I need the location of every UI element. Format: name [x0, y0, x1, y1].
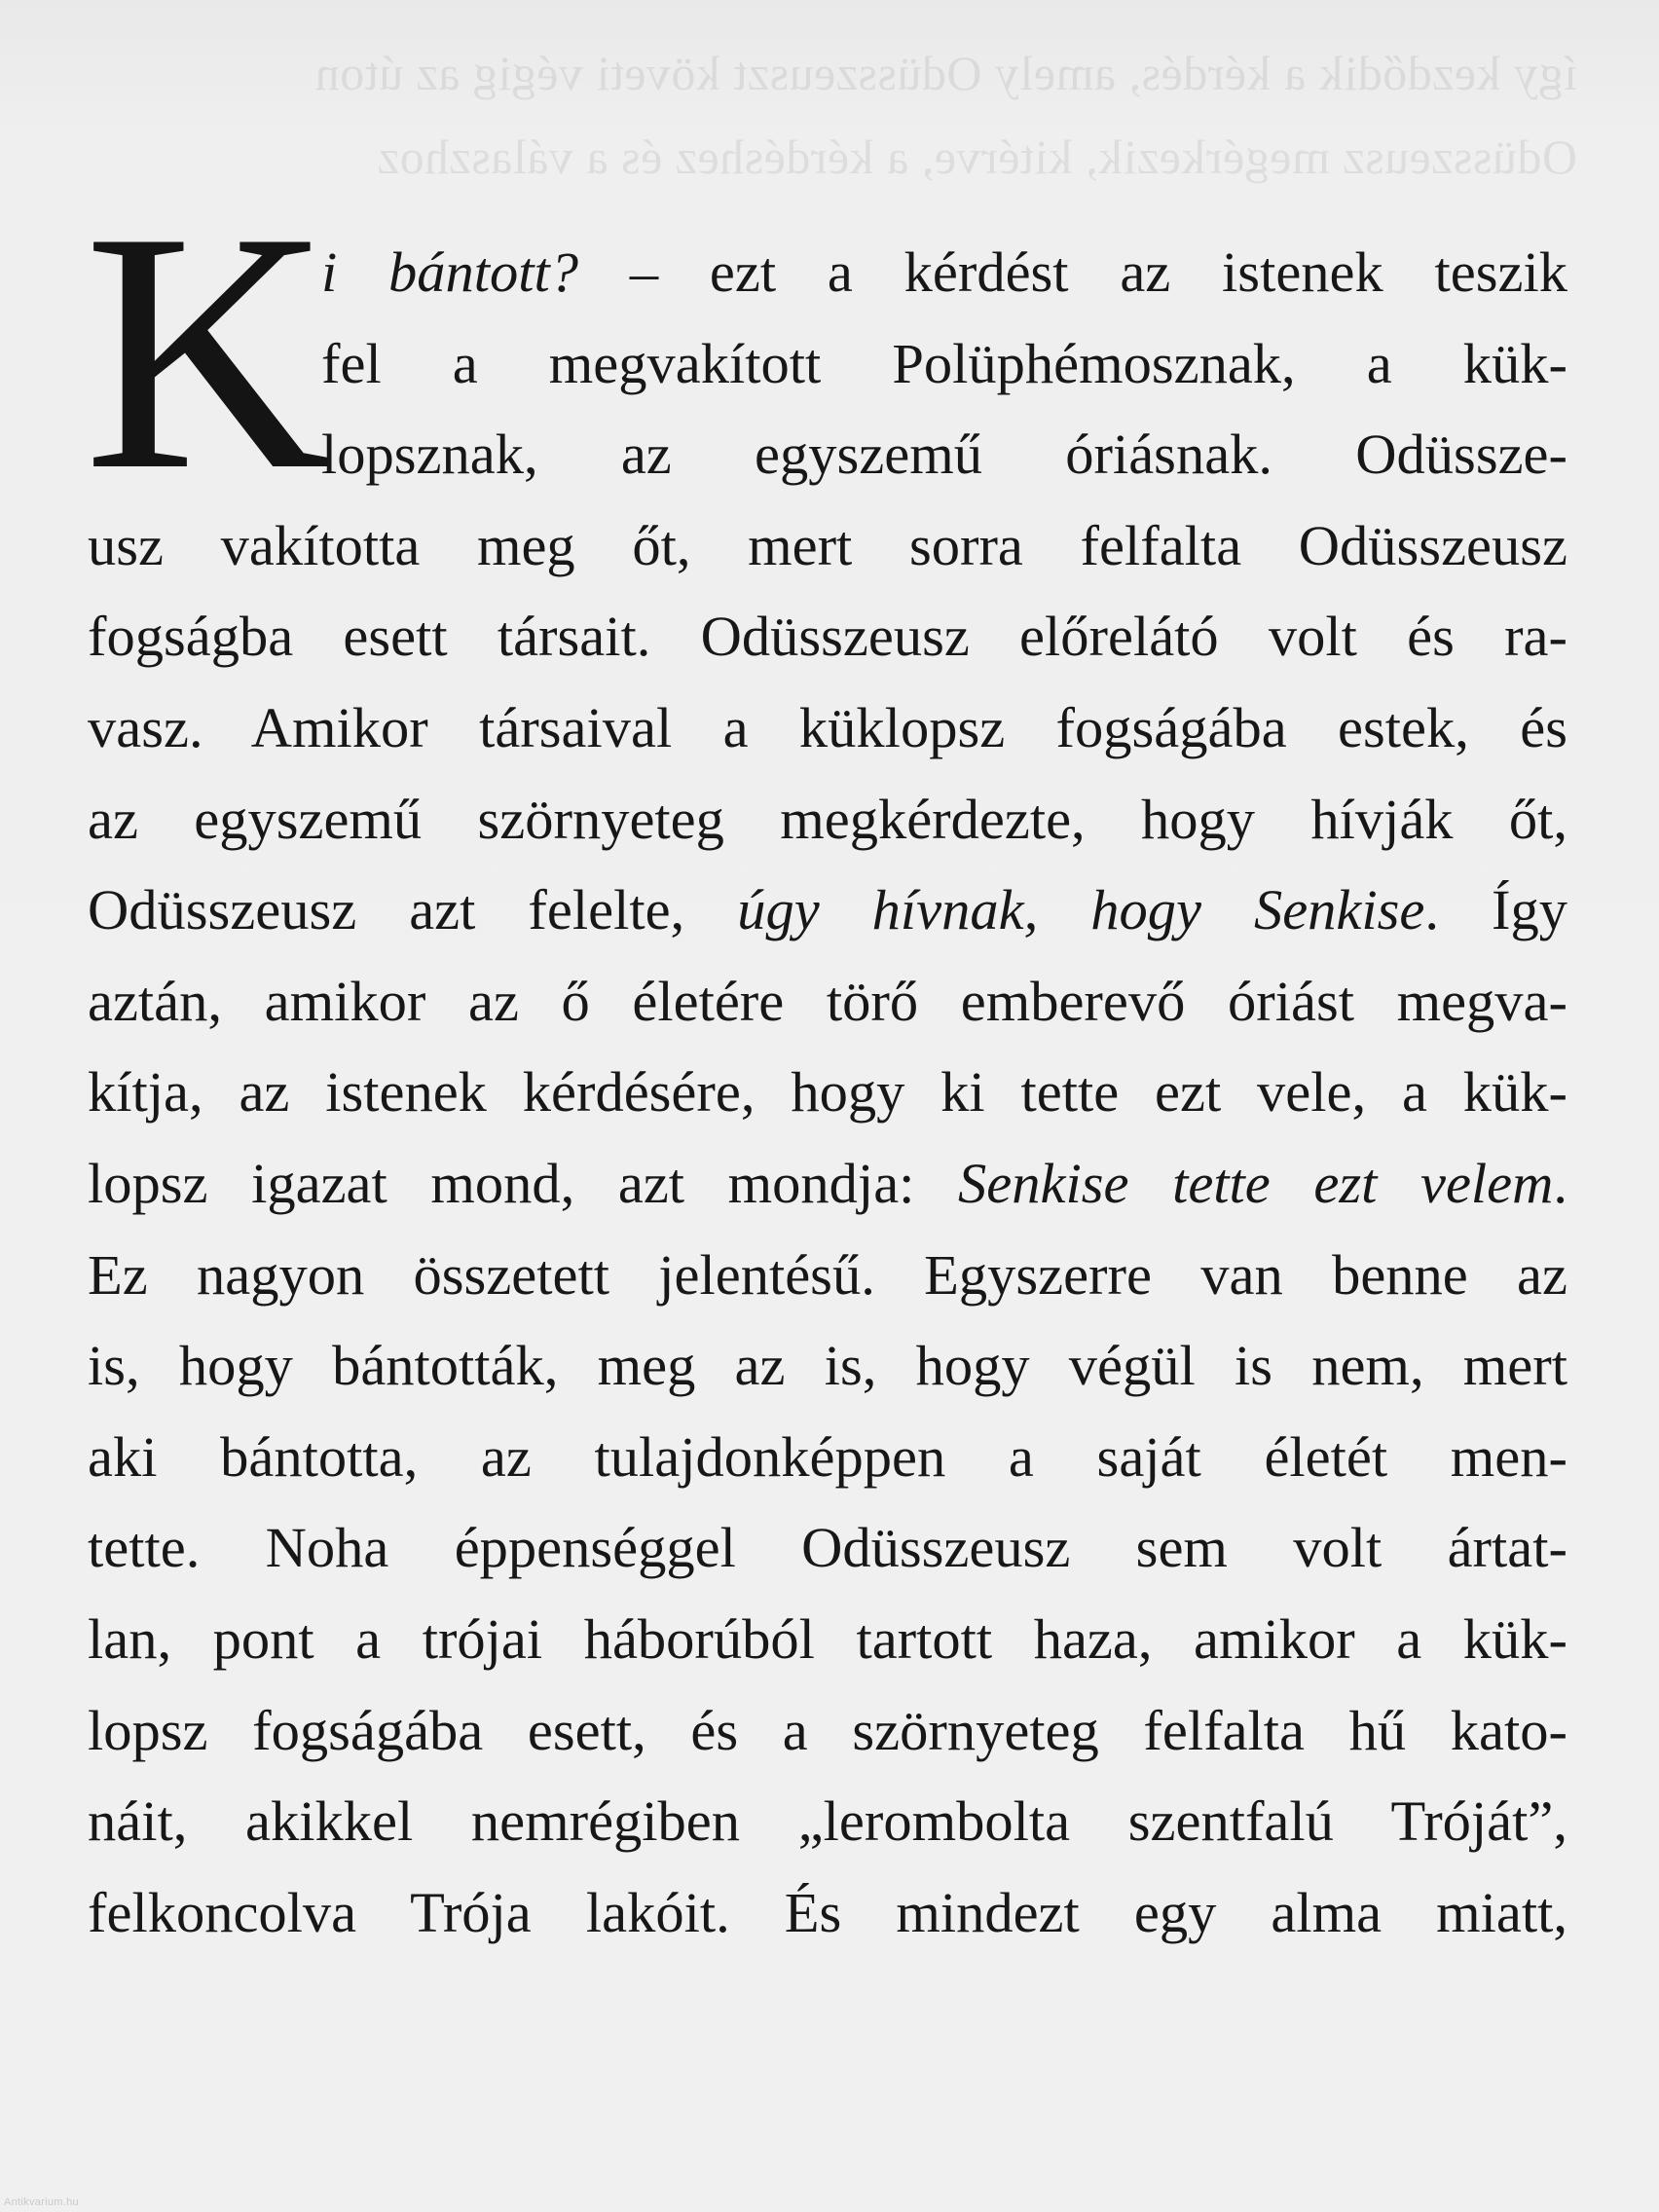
text-run: vasz. Amikor társaival a küklopsz fogságába estek, és: [88, 695, 1567, 759]
text-line: [88, 1594, 1567, 1685]
text-run: lan, pont a trójai háborúból tartott haza, amikor a kük-: [88, 1606, 1567, 1671]
text-run: tette. Noha éppenséggel Odüsszeusz sem volt ártat-: [88, 1516, 1567, 1580]
italic-text: úgy hívnak, hogy Senkise: [737, 878, 1425, 942]
text-line: [88, 1412, 1567, 1503]
text-line: [88, 774, 1567, 866]
text-line: [88, 1685, 1567, 1777]
text-run: aztán, amikor az ő életére törő emberevő óriást megva-: [88, 969, 1567, 1033]
text-line: [88, 682, 1567, 774]
text-run: fel a megvakított Polüphémosznak, a kük-: [321, 331, 1567, 395]
text-line: [88, 409, 1567, 500]
drop-cap: K: [84, 162, 332, 541]
bleed-through-line: így kezdődik a kérdés, amely Odüsszeuszt követi végig az úton: [314, 46, 1577, 100]
text-run: lopsz igazat mond, azt mondja:: [88, 1151, 959, 1215]
text-line: [88, 1047, 1567, 1138]
text-line: [88, 227, 1567, 318]
text-line: [88, 956, 1567, 1048]
text-run: kítja, az istenek kérdésére, hogy ki tette ezt vele, a kük-: [88, 1060, 1567, 1124]
text-run: Ez nagyon összetett jelentésű. Egyszerre van benne az: [88, 1242, 1567, 1307]
text-run: is, hogy bántották, meg az is, hogy végül is nem, mert: [88, 1334, 1567, 1398]
text-run: . Így: [1424, 878, 1567, 942]
text-line: [88, 1320, 1567, 1412]
text-run: – ezt a kérdést az istenek teszik: [578, 240, 1567, 304]
text-run: felkoncolva Trója lakóit. És mindezt egy alma miatt,: [88, 1880, 1567, 1944]
text-run: az egyszemű szörnyeteg megkérdezte, hogy hívják őt,: [88, 787, 1567, 851]
text-run: Odüsszeusz azt felelte,: [88, 878, 738, 942]
bleed-through-line: Odüsszeusz megérkezik, kitérve, a kérdéshez és a válaszhoz: [377, 129, 1577, 184]
text-line: [88, 1502, 1567, 1594]
text-line: [88, 1230, 1567, 1321]
text-run: fogságba esett társait. Odüsszeusz előrelátó volt és ra-: [88, 605, 1567, 669]
body-text: [88, 227, 1567, 1958]
text-run: lopsznak, az egyszemű óriásnak. Odüssze-: [321, 423, 1567, 487]
text-run: náit, akikkel nemrégiben „lerombolta szentfalú Tróját”,: [88, 1789, 1567, 1854]
text-line: [88, 318, 1567, 410]
text-line: [88, 1776, 1567, 1867]
text-line: [88, 1138, 1567, 1230]
text-run: .: [1553, 1151, 1567, 1215]
text-line: [88, 1867, 1567, 1959]
text-line: [88, 591, 1567, 682]
italic-text: Senkise tette ezt velem: [958, 1151, 1554, 1215]
italic-text: i bántott?: [321, 240, 579, 304]
text-run: usz vakította meg őt, mert sorra felfalta Odüsszeusz: [88, 513, 1567, 577]
text-run: lopsz fogságába esett, és a szörnyeteg felfalta hű kato-: [88, 1698, 1567, 1762]
text-line: [88, 500, 1567, 592]
watermark: Antikvarium.hu: [4, 2196, 79, 2208]
text-run: aki bántotta, az tulajdonképpen a saját életét men-: [88, 1424, 1567, 1489]
text-line: [88, 865, 1567, 956]
